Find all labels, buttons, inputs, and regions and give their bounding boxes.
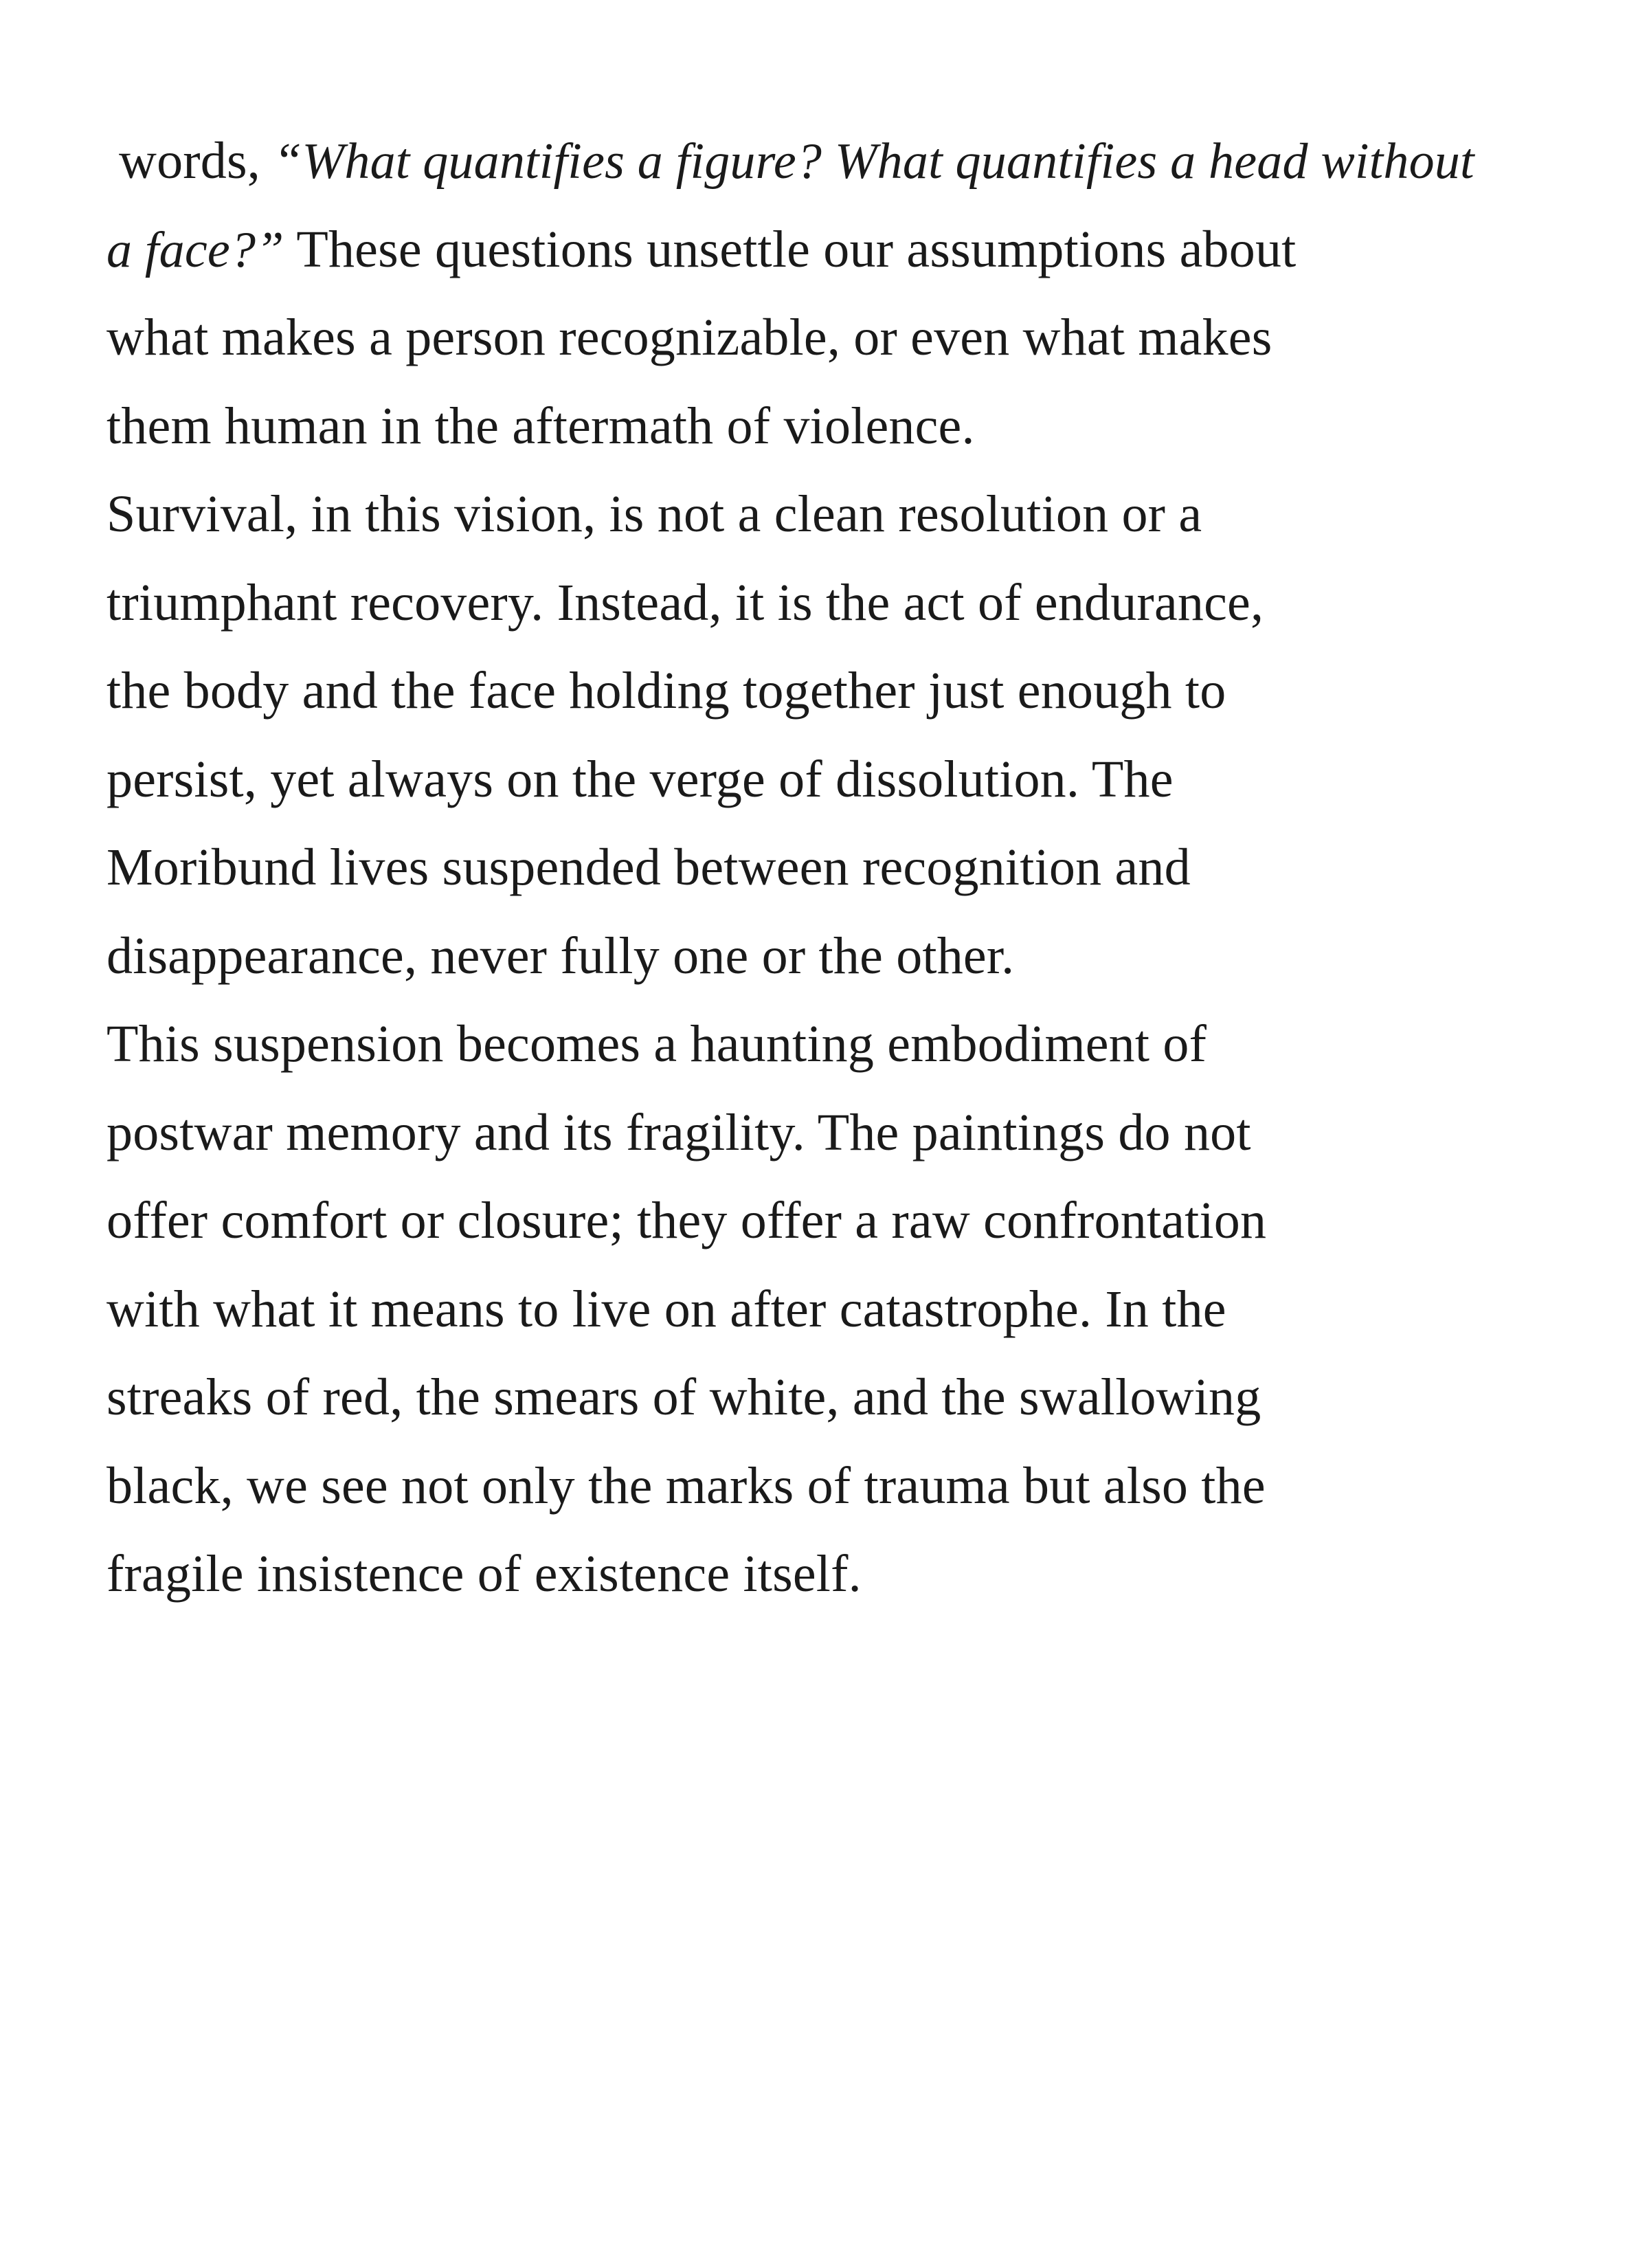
italic-quote-part-1: “What quantifies a figure? What quantifies a head without [273, 133, 1474, 190]
paragraph-3-line: offer comfort or closure; they offer a raw confrontation [106, 1192, 1267, 1249]
paragraph-3-line: fragile insistence of existence itself. [106, 1545, 862, 1603]
paragraph-2-line: persist, yet always on the verge of dissolution. The [106, 750, 1174, 808]
paragraph-3-line: streaks of red, the smears of white, and the swallowing [106, 1368, 1261, 1426]
text-line-2 [106, 205, 1618, 294]
paragraph-3-line: black, we see not only the marks of trauma but also the [106, 1456, 1266, 1515]
paragraph-2-line: triumphant recovery. Instead, it is the act of endurance, [106, 573, 1264, 632]
paragraph-1-line: what makes a person recognizable, or even what makes [106, 309, 1272, 366]
paragraph-3-line: with what it means to live on after catastrophe. In the [106, 1280, 1226, 1338]
paragraph-2-line: Survival, in this vision, is not a clean resolution or a [106, 485, 1202, 543]
text-line-1 [106, 117, 1618, 205]
paragraph-2-line: Moribund lives suspended between recognition and [106, 838, 1191, 896]
paragraph-1-line: them human in the aftermath of violence. [106, 397, 975, 455]
paragraph-2-line: the body and the face holding together just enough to [106, 662, 1226, 720]
paragraph-2-line: disappearance, never fully one or the other. [106, 926, 1015, 985]
italic-quote-part-2: a face?” [106, 221, 284, 278]
lead-word: words, [119, 132, 274, 190]
body-text [106, 117, 1618, 1619]
paragraph-3-line: postwar memory and its fragility. The paintings do not [106, 1103, 1251, 1161]
after-quote-text: These questions unsettle our assumptions about [284, 220, 1297, 278]
paragraph-3-line: This suspension becomes a haunting embodiment of [106, 1015, 1207, 1073]
